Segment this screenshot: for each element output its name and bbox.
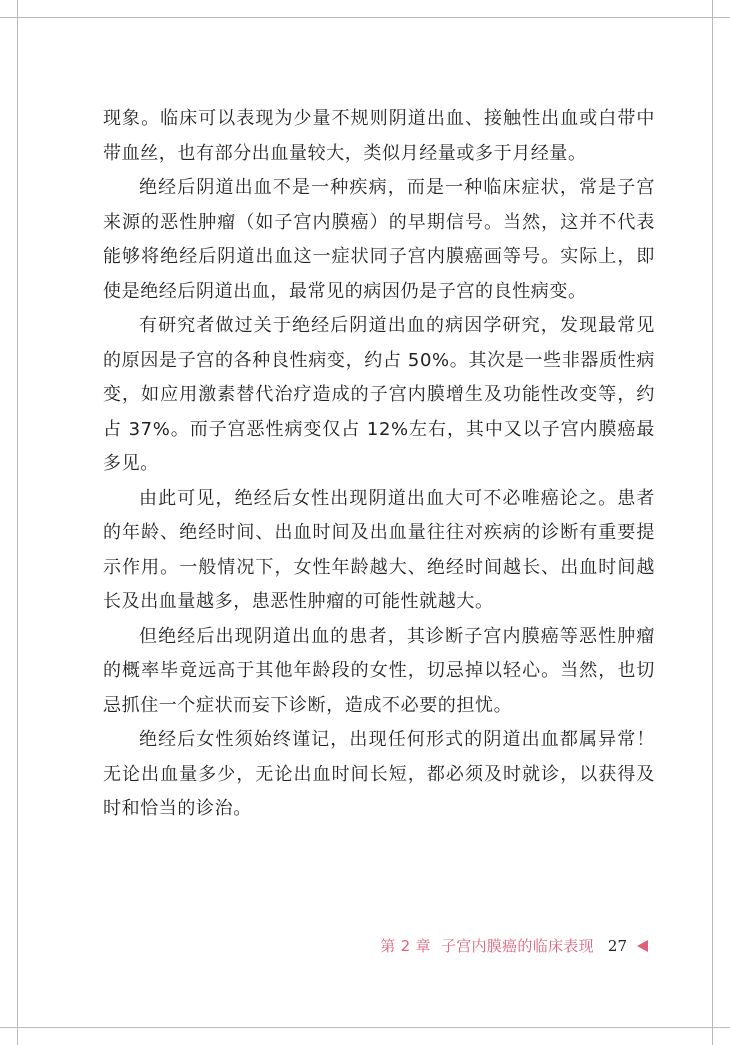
chapter-title: 子宫内膜癌的临床表现: [440, 937, 594, 955]
crop-mark-left: [17, 0, 18, 1045]
body-text: [103, 102, 655, 827]
paragraph: 但绝经后出现阴道出血的患者，其诊断子宫内膜癌等恶性肿瘤的概率毕竟远高于其他年龄段的女性，切忌掉以轻心。当然，也切忌抓住一个症状而妄下诊断，造成不必要的担忧。: [103, 625, 655, 716]
crop-mark-top: [0, 17, 730, 18]
chapter-label: 第 2 章: [380, 937, 431, 955]
page-number: 27: [607, 937, 627, 955]
crop-mark-right: [712, 0, 713, 1045]
running-footer: [380, 934, 648, 958]
paragraph: 有研究者做过关于绝经后阴道出血的病因学研究，发现最常见的原因是子宫的各种良性病变，约占 50%。其次是一些非器质性病变，如应用激素替代治疗造成的子宫内膜增生及功能性改变等，约占 37%。而子宫恶性病变仅占 12%左右，其中又以子宫内膜癌最多见。: [103, 315, 655, 474]
left-triangle-icon: [637, 940, 648, 952]
paragraph: 绝经后阴道出血不是一种疾病，而是一种临床症状，常是子宫来源的恶性肿瘤（如子宫内膜癌）的早期信号。当然，这并不代表能够将绝经后阴道出血这一症状同子宫内膜癌画等号。实际上，即使是绝经后阴道出血，最常见的病因仍是子宫的良性病变。: [103, 177, 655, 302]
paragraph: 绝经后女性须始终谨记，出现任何形式的阴道出血都属异常！无论出血量多少，无论出血时间长短，都必须及时就诊，以获得及时和恰当的诊治。: [103, 729, 655, 819]
crop-mark-bottom: [0, 1027, 730, 1028]
paragraph: 由此可见，绝经后女性出现阴道出血大可不必唯癌论之。患者的年龄、绝经时间、出血时间及出血量往往对疾病的诊断有重要提示作用。一般情况下，女性年龄越大、绝经时间越长、出血时间越长及出血量越多，患恶性肿瘤的可能性就越大。: [103, 487, 655, 612]
paragraph-continued: 现象。临床可以表现为少量不规则阴道出血、接触性出血或白带中带血丝，也有部分出血量较大，类似月经量或多于月经量。: [103, 108, 655, 164]
